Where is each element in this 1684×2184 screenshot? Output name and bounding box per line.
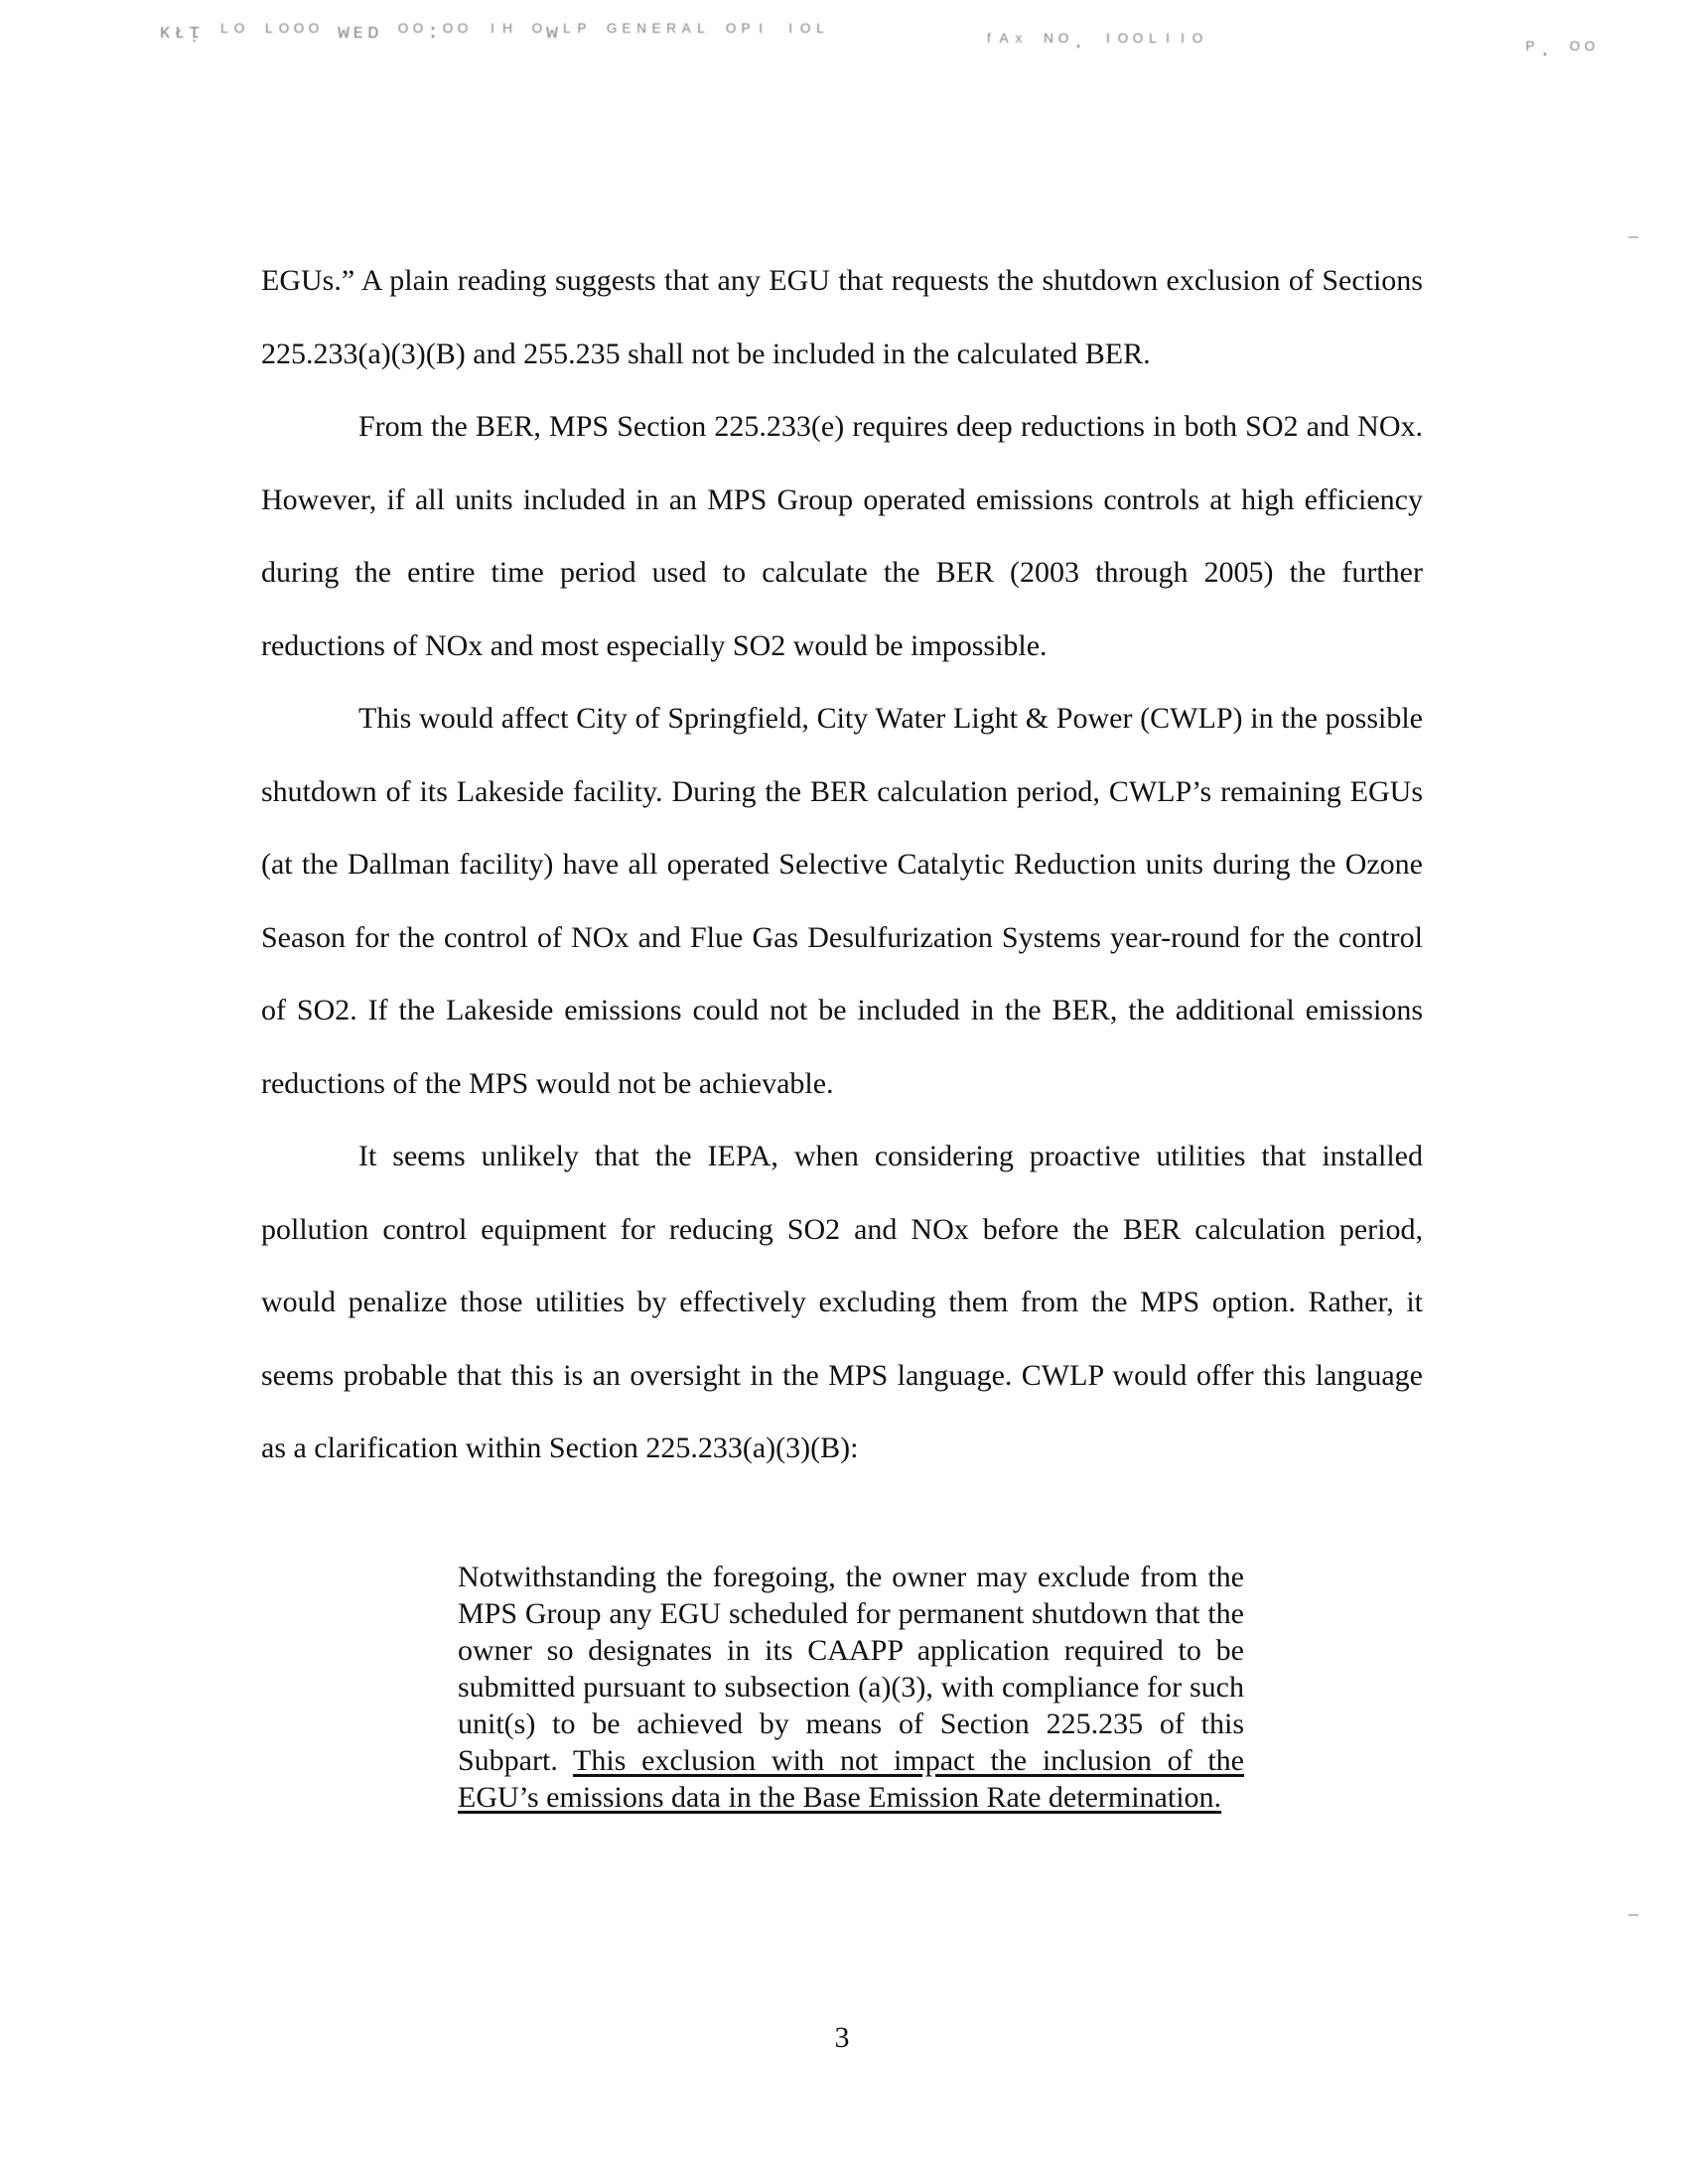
- page-number: 3: [834, 2021, 850, 2054]
- proposed-language-block-quote: [458, 1559, 1244, 1816]
- paragraph: From the BER, MPS Section 225.233(e) requires deep reductions in both SO2 and NOx. However, if all units included in an MPS Group operated emissions controls at high efficiency during the entire time period used to calculate the BER (2003 through 2005) the further reductions of NOx and most especially SO2 would be impossible.: [261, 410, 1423, 662]
- paragraph: This would affect City of Springfield, City Water Light & Power (CWLP) in the possible shutdown of its Lakeside facility. During the BER calculation period, CWLP’s remaining EGUs (at the Dallman facility) have all operated Selective Catalytic Reduction units during the Ozone Season for the control of NOx and Flue Gas Desulfurization Systems year-round for the control of SO2. If the Lakeside emissions could not be included in the BER, the additional emissions reductions of the MPS would not be achievable.: [261, 702, 1423, 1100]
- fax-transmission-header: [159, 14, 1599, 63]
- scan-speck: [1628, 236, 1638, 238]
- paragraph: EGUs.” A plain reading suggests that any EGU that requests the shutdown exclusion of Sections 225.233(a)(3)(B) and 255.235 shall not be included in the calculated BER.: [261, 264, 1423, 370]
- fax-header-page: ᴾ. ᴼᴼ: [1523, 40, 1599, 63]
- quote-text: Notwithstanding the foregoing, the owner may exclude from the MPS Group any EGU scheduled for permanent shutdown that the owner so designates in its CAAPP application required to be submitted pursuant to subsection (a)(3), with compliance for such unit(s) to be achieved by means of Section 225.235 of this Subpart.: [458, 1561, 1244, 1777]
- document-body: [261, 244, 1423, 1485]
- fax-header-left: ᴋᴌᴉ ᴸᴼ ᴸᴼᴼᴼ ᴡᴇᴅ ᴼᴼ:ᴼᴼ ᴵᴴ ᴼᴡᴸᴾ ᴳᴱᴺᴱᴿᴬᴸ ᴼᴾᴵ ᴵᴼᴸ: [159, 22, 830, 45]
- scan-speck: [1628, 1914, 1638, 1916]
- fax-header-number: ᶠᴬˣ ᴺᴼ. ᴵᴼᴼᴸᴵᴵᴼ: [983, 32, 1207, 55]
- quote-underlined-addition: This exclusion with not impact the inclusion of the EGU’s emissions data in the Base Emission Rate determination.: [458, 1744, 1244, 1814]
- paragraph: It seems unlikely that the IEPA, when considering proactive utilities that installed pollution control equipment for reducing SO2 and NOx before the BER calculation period, would penalize those utilities by effectively excluding them from the MPS option. Rather, it seems probable that this is an oversight in the MPS language. CWLP would offer this language as a clarification within Section 225.233(a)(3)(B):: [261, 1140, 1423, 1464]
